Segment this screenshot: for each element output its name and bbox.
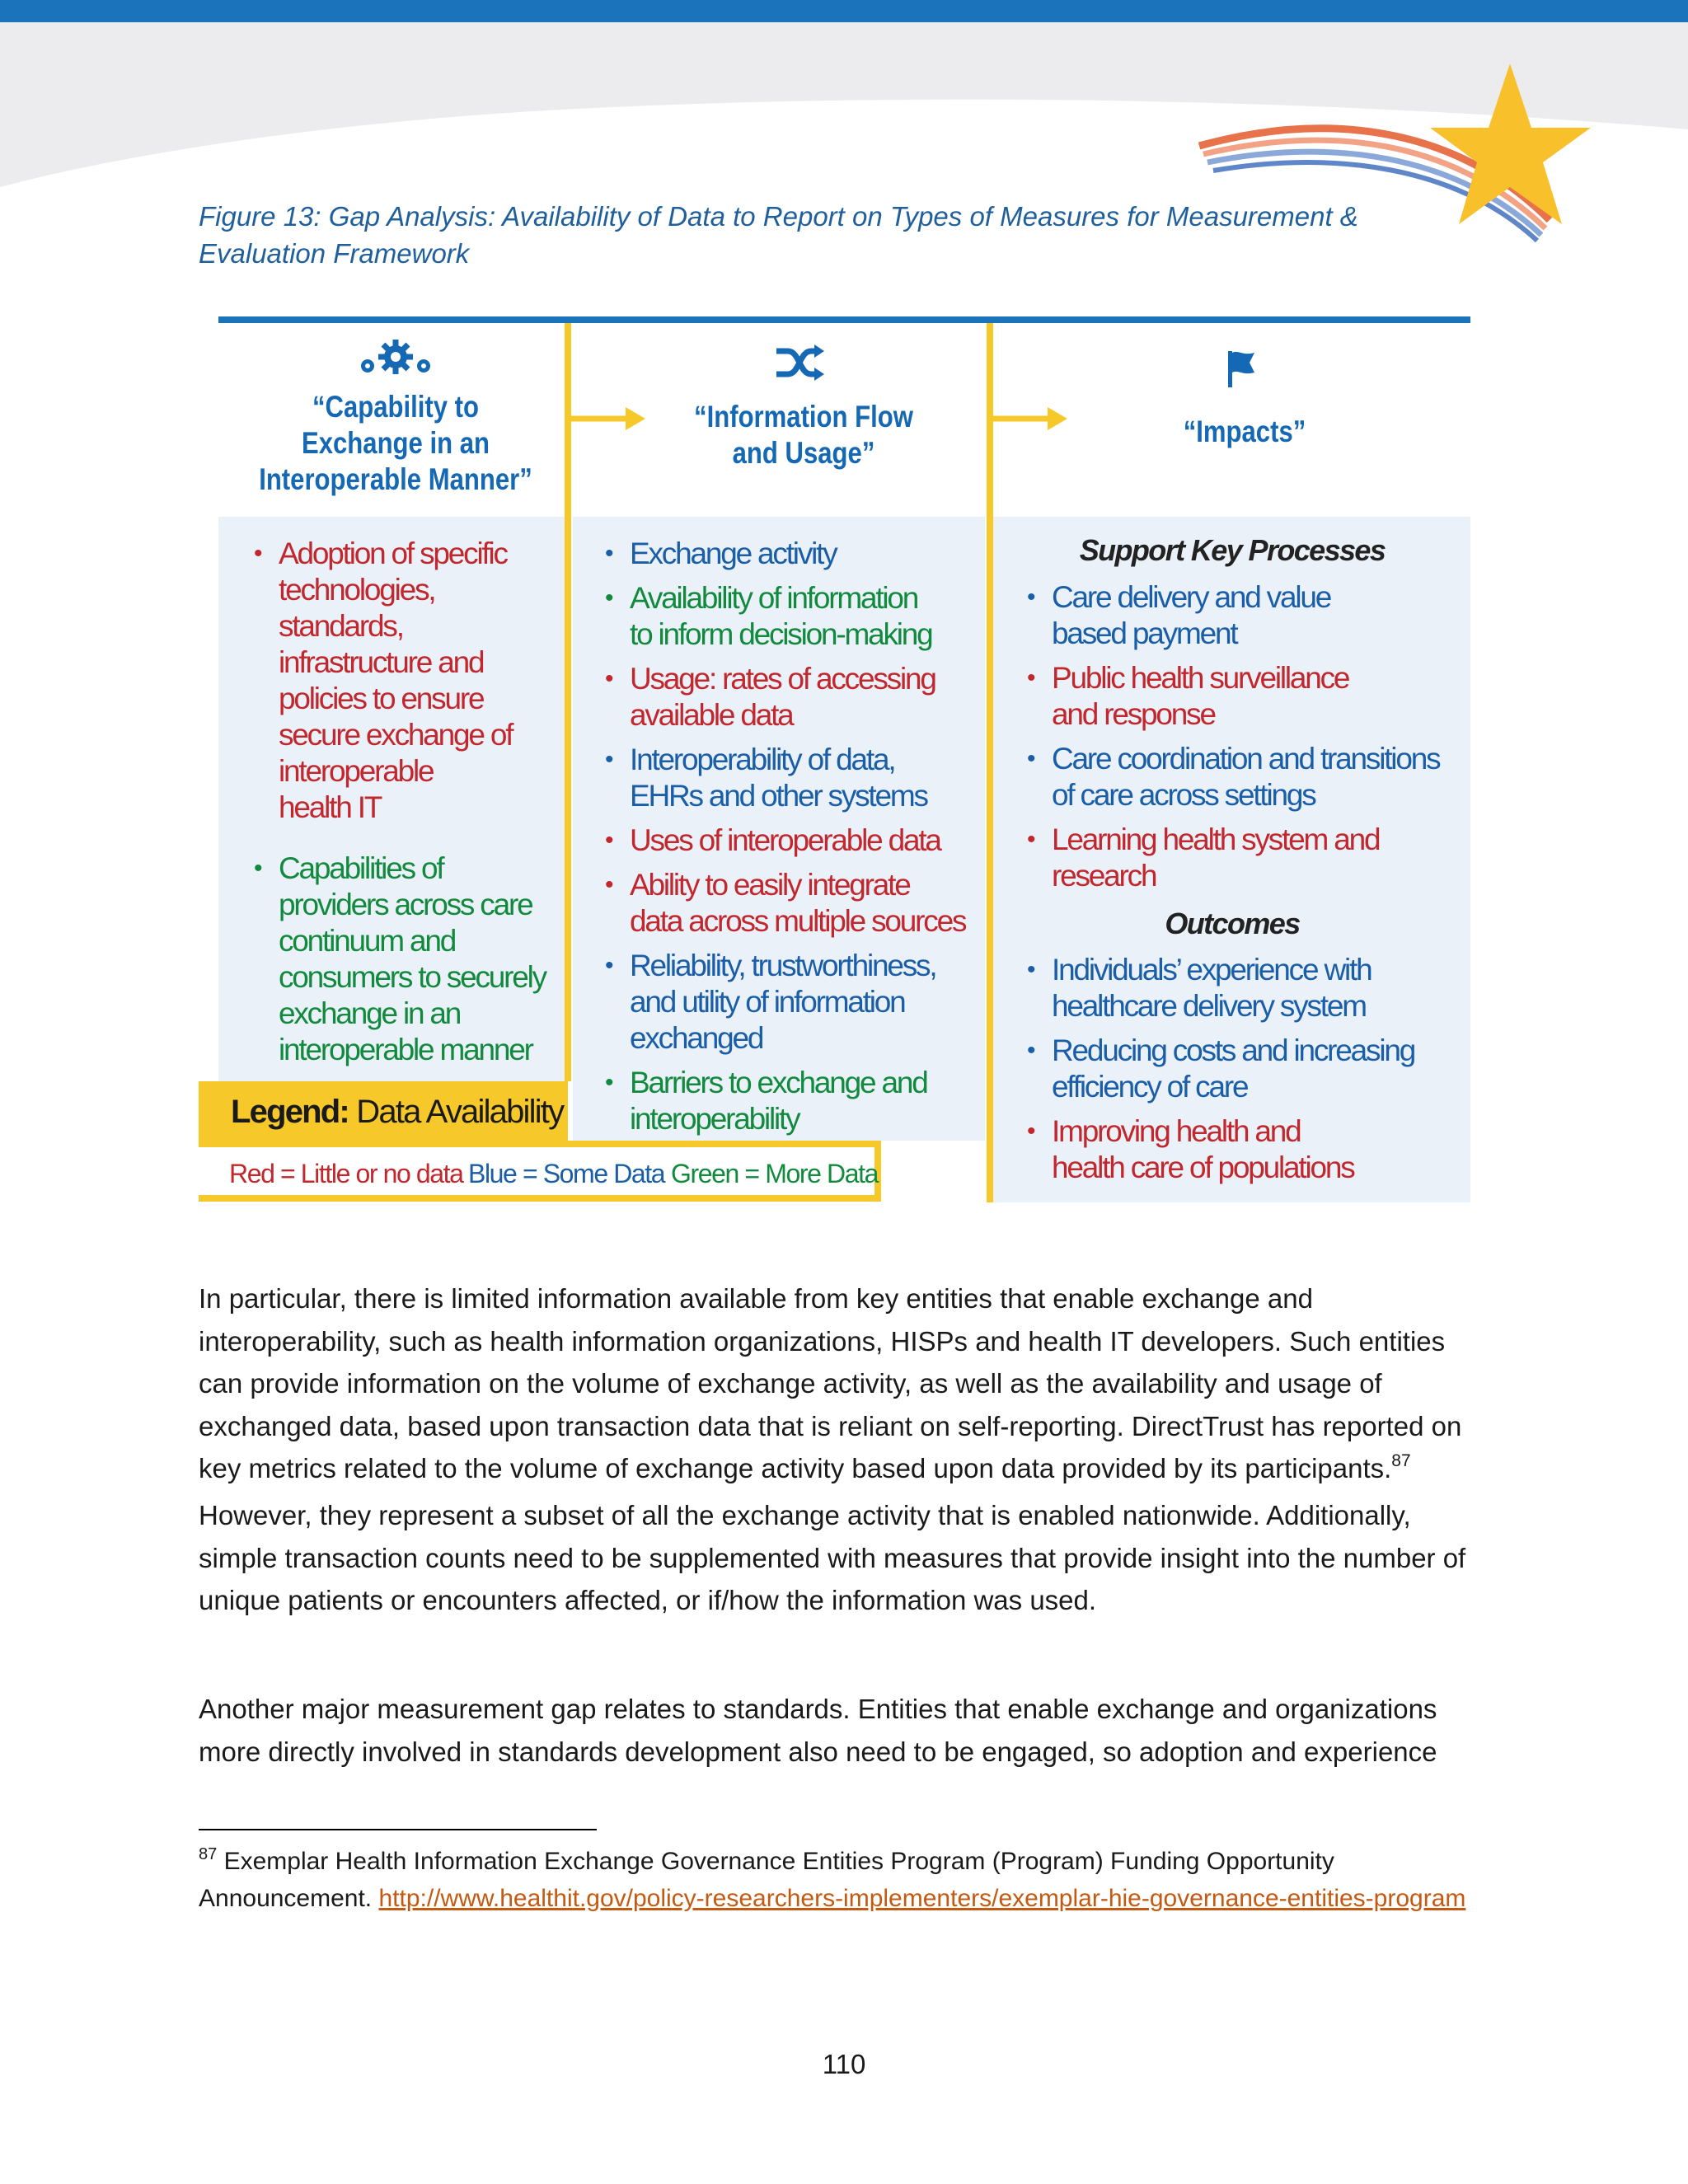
list-item — [1027, 1113, 1470, 1186]
body-paragraph: Another major measurement gap relates to standards. Entities that enable exchange and organizations more directly involved in standards development also need to be engaged, so adoption and experience — [199, 1694, 1437, 1767]
bullet-line: health IT — [279, 790, 382, 824]
header-bar — [0, 0, 1688, 22]
bullet-line: efficiency of care — [1052, 1070, 1248, 1104]
footnote-number: 87 — [199, 1845, 218, 1863]
bullet-line: • Ability to easily integrate — [630, 868, 910, 902]
list-item — [605, 536, 984, 572]
bullet-line: standards, — [279, 609, 403, 643]
legend-blue: Blue = Some Data — [468, 1159, 665, 1188]
list-item — [605, 948, 984, 1057]
bullet-line: exchanged — [630, 1021, 763, 1055]
bullet-line: interoperability — [630, 1102, 799, 1136]
bullet-line: data across multiple sources — [630, 904, 966, 938]
list-item — [254, 536, 567, 826]
subhead-support-key-processes: Support Key Processes — [1079, 533, 1386, 567]
bullet-line: • Reliability, trustworthiness, — [630, 949, 936, 982]
caption-line: Figure 13: Gap Analysis: Availability of Data to Report on Types of Measures for Measurement & — [199, 201, 1358, 232]
list-item — [605, 823, 984, 859]
bullet-line: • Uses of interoperable data — [630, 823, 940, 857]
col3-heading: “Impacts” — [1183, 415, 1306, 448]
bullet-line: • Public health surveillance — [1052, 661, 1349, 695]
legend-title-text: Data Availability — [356, 1094, 564, 1130]
heading-line: Exchange in an — [301, 426, 490, 460]
bullet-line: EHRs and other systems — [630, 779, 927, 813]
list-item — [1027, 952, 1470, 1024]
col2-bullets — [605, 536, 984, 1137]
shuffle-icon — [775, 344, 824, 381]
bullet-line: • Improving health and — [1052, 1114, 1301, 1148]
gears-icon — [356, 335, 435, 379]
bullet-line: • Exchange activity — [630, 537, 837, 570]
bullet-line: • Availability of information — [630, 581, 918, 615]
legend-red: Red = Little or no data — [229, 1159, 463, 1188]
bullet-line: consumers to securely — [279, 960, 546, 994]
subhead-outcomes: Outcomes — [1165, 907, 1300, 940]
bullet-line: • Usage: rates of accessing — [630, 662, 935, 696]
list-item — [605, 1065, 984, 1137]
list-item — [1027, 1033, 1470, 1105]
footnote-divider — [199, 1829, 597, 1830]
column-divider — [987, 323, 993, 1202]
list-item — [605, 661, 984, 733]
body-paragraph — [199, 1277, 1489, 1622]
bullet-line: • Reducing costs and increasing — [1052, 1033, 1415, 1067]
bullet-line: • Care coordination and transitions — [1052, 742, 1440, 776]
bullet-line: interoperable — [279, 754, 434, 788]
page-number: 110 — [822, 2049, 866, 2079]
bullet-line: and utility of information — [630, 985, 905, 1019]
list-item — [605, 742, 984, 814]
bullet-line: health care of populations — [1052, 1151, 1354, 1184]
bullet-line: • Adoption of specific — [279, 537, 507, 570]
list-item — [1027, 822, 1470, 894]
bullet-line: interoperable manner — [279, 1033, 532, 1066]
bullet-line: exchange in an — [279, 996, 461, 1030]
col2-heading — [659, 399, 950, 471]
list-item — [1027, 579, 1470, 652]
heading-line: and Usage” — [732, 436, 875, 470]
heading-line: Interoperable Manner” — [259, 462, 532, 496]
bullet-line: to inform decision-making — [630, 617, 932, 651]
col3-bullets-processes — [1027, 579, 1470, 894]
paragraph-text: In particular, there is limited information available from key entities that enable exchange and interoperability, such as health information organizations, HISPs and health IT developers. Such entities can provide information on the volume of exchange activity, as well as the availability and usage of exchanged data, based upon transaction data that is reliant on self-reporting. DirectTrust has reported on key metrics related to the volume of exchange activity based upon data provided by its participants. — [199, 1283, 1462, 1484]
bullet-line: • Individuals’ experience with — [1052, 953, 1372, 987]
caption-line: Evaluation Framework — [199, 238, 470, 269]
bullet-line: • Interoperability of data, — [630, 743, 895, 776]
col3-bullets-outcomes — [1027, 952, 1470, 1186]
list-item — [605, 580, 984, 653]
footnote — [199, 1844, 1493, 1915]
paragraph-text: However, they represent a subset of all the exchange activity that is enabled nationwide. Additionally, simple transaction counts need to be supplemented with measures that provide insight into the number of unique patients or encounters affected, or if/how the information was used. — [199, 1453, 1474, 1616]
bullet-line: providers across care — [279, 888, 532, 921]
bullet-line: technologies, — [279, 573, 435, 607]
bullet-line: secure exchange of — [279, 718, 513, 752]
legend-title-bold: Legend: — [231, 1094, 349, 1130]
list-item — [254, 851, 567, 1068]
bullet-line: • Capabilities of — [279, 851, 443, 885]
list-item — [605, 867, 984, 940]
legend-green: Green = More Data — [671, 1159, 878, 1188]
footnote-ref[interactable]: 87 — [1391, 1451, 1411, 1471]
heading-line: “Information Flow — [694, 400, 913, 434]
heading-line: “Capability to — [312, 390, 480, 424]
bullet-line: continuum and — [279, 924, 456, 958]
bullet-line: healthcare delivery system — [1052, 989, 1366, 1023]
footnote-link[interactable]: http://www.healthit.gov/policy-researchers-implementers/exemplar-hie-governance-entities-program — [378, 1885, 1466, 1912]
legend-title — [231, 1094, 563, 1131]
footnote-text: Exemplar Health Information Exchange Governance Entities Program (Program) Funding Opportunity Announcement. — [199, 1848, 1334, 1912]
bullet-line: infrastructure and — [279, 645, 484, 679]
bullet-line: • Learning health system and research — [1052, 823, 1380, 893]
bullet-line: • Care delivery and value — [1052, 580, 1331, 614]
col1-bullets — [254, 536, 567, 1068]
bullet-line: • Barriers to exchange and — [630, 1066, 927, 1099]
bullet-line: available data — [630, 698, 793, 732]
figure-caption — [199, 198, 1484, 272]
bullet-line: of care across settings — [1052, 778, 1315, 812]
flag-icon — [1226, 349, 1256, 389]
bullet-line: policies to ensure — [279, 682, 484, 715]
figure-top-rule — [218, 316, 1470, 323]
bullet-line: and response — [1052, 697, 1215, 731]
list-item — [1027, 741, 1470, 813]
list-item — [1027, 660, 1470, 733]
bullet-line: based payment — [1052, 616, 1237, 650]
col1-heading — [246, 389, 544, 498]
arrow-right-icon — [571, 404, 647, 434]
arrow-right-icon — [993, 404, 1069, 434]
